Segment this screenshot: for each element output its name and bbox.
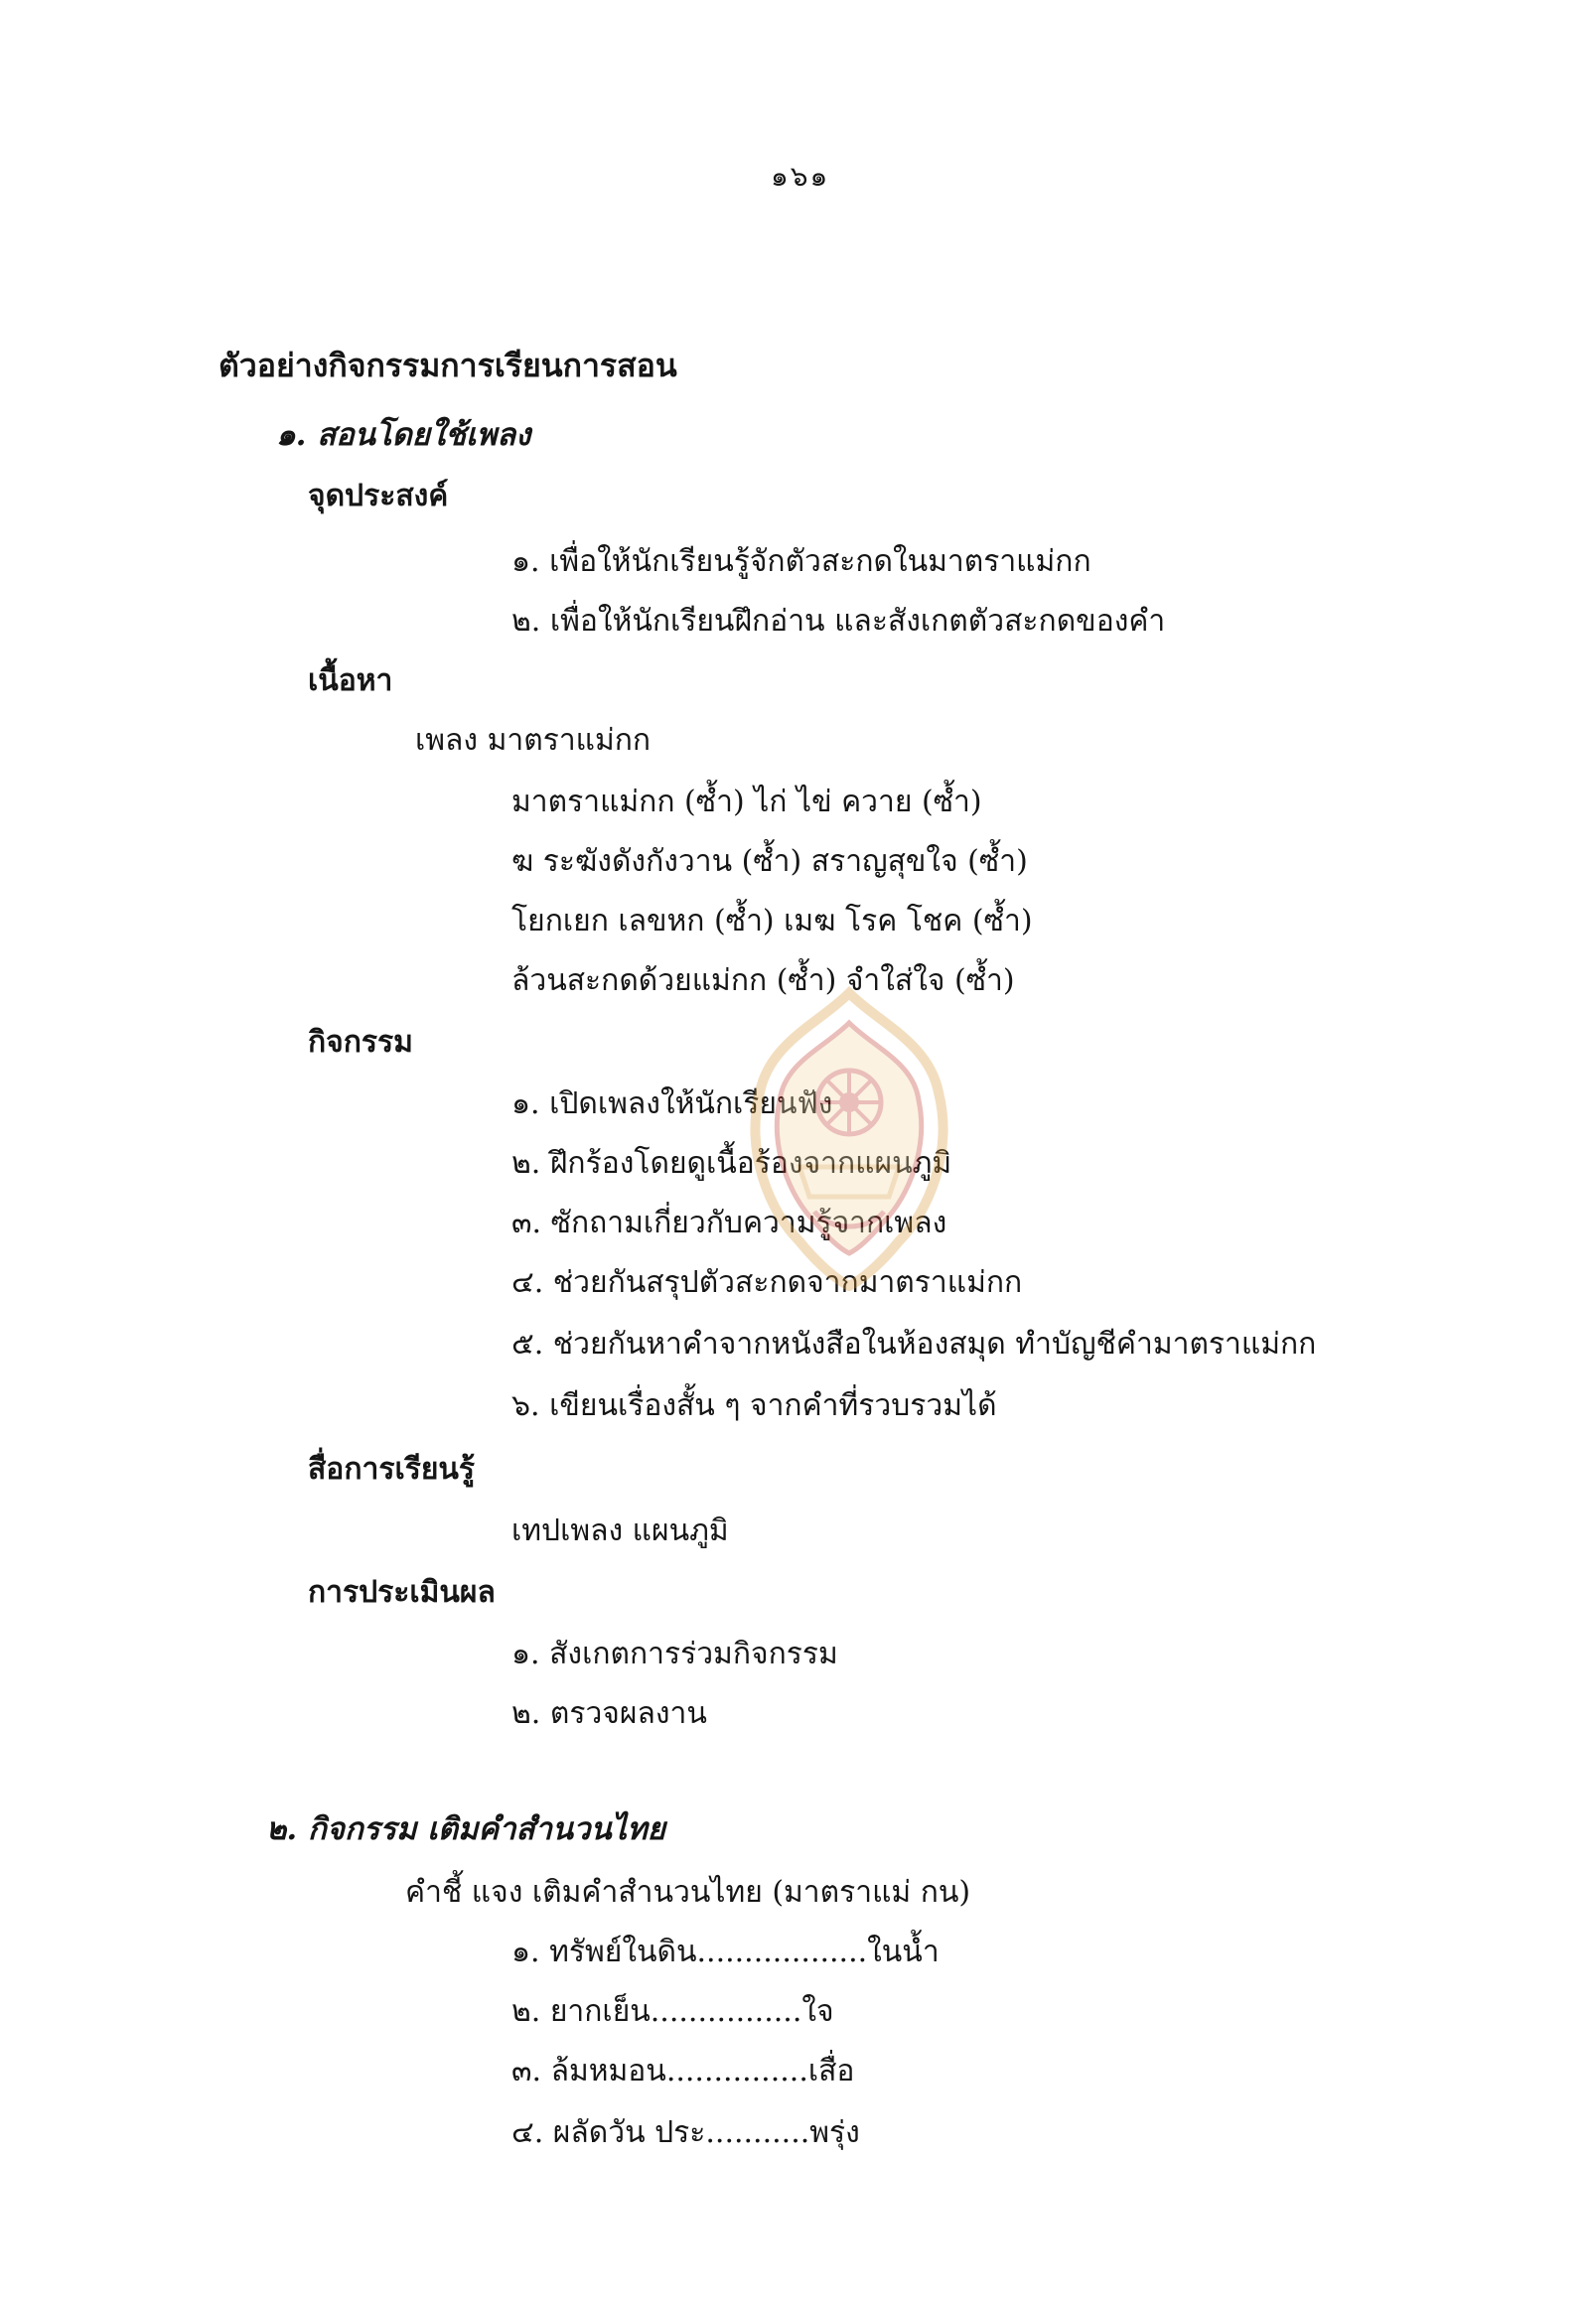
fill-item: ๔. ผลัดวัน ประ...........พรุ่ง bbox=[511, 2115, 860, 2150]
section1-heading: ๑. สอนโดยใช้เพลง bbox=[276, 417, 531, 453]
song-line: ล้วนสะกดด้วยแม่กก (ซ้ำ) จำใส่ใจ (ซ้ำ) bbox=[511, 963, 1015, 998]
evaluation-item: ๑. สังเกตการร่วมกิจกรรม bbox=[511, 1637, 838, 1671]
fill-item: ๓. ล้มหมอน...............เสื่อ bbox=[511, 2054, 855, 2088]
objective-item: ๒. เพื่อให้นักเรียนฝึกอ่าน และสังเกตตัวสะกดของคำ bbox=[511, 604, 1166, 639]
section2-heading: ๒. กิจกรรม เติมคำสำนวนไทย bbox=[266, 1811, 665, 1847]
activity-item: ๖. เขียนเรื่องสั้น ๆ จากคำที่รวบรวมได้ bbox=[511, 1388, 997, 1423]
song-line: มาตราแม่กก (ซ้ำ) ไก่ ไข่ ควาย (ซ้ำ) bbox=[511, 785, 982, 819]
activity-item: ๔. ช่วยกันสรุปตัวสะกดจากมาตราแม่กก bbox=[511, 1265, 1023, 1300]
objective-label: จุดประสงค์ bbox=[308, 479, 449, 513]
content-label: เนื้อหา bbox=[308, 663, 393, 698]
activity-item: ๒. ฝึกร้องโดยดูเนื้อร้องจากแผนภูมิ bbox=[511, 1146, 952, 1181]
song-line: โยกเยก เลขหก (ซ้ำ) เมฆ โรค โชค (ซ้ำ) bbox=[511, 904, 1033, 938]
evaluation-item: ๒. ตรวจผลงาน bbox=[511, 1696, 707, 1731]
fill-item: ๑. ทรัพย์ในดิน..................ในน้ำ bbox=[511, 1935, 940, 1969]
evaluation-label: การประเมินผล bbox=[308, 1575, 496, 1610]
page-title: ตัวอย่างกิจกรรมการเรียนการสอน bbox=[218, 347, 677, 384]
media-text: เทปเพลง แผนภูมิ bbox=[511, 1513, 729, 1548]
song-line: ฆ ระฆังดังกังวาน (ซ้ำ) สราญสุขใจ (ซ้ำ) bbox=[511, 844, 1028, 879]
activity-item: ๕. ช่วยกันหาคำจากหนังสือในห้องสมุด ทำบัญชีคำมาตราแม่กก bbox=[511, 1327, 1317, 1362]
activity-item: ๑. เปิดเพลงให้นักเรียนฟัง bbox=[511, 1086, 833, 1121]
activity-label: กิจกรรม bbox=[308, 1025, 413, 1060]
activity-item: ๓. ซักถามเกี่ยวกับความรู้จากเพลง bbox=[511, 1206, 947, 1240]
page-number: ๑๖๑ bbox=[771, 160, 830, 193]
objective-item: ๑. เพื่อให้นักเรียนรู้จักตัวสะกดในมาตราแม่กก bbox=[511, 544, 1091, 579]
instruction-text: คำชี้ แจง เติมคำสำนวนไทย (มาตราแม่ กน) bbox=[405, 1875, 971, 1910]
fill-item: ๒. ยากเย็น................ใจ bbox=[511, 1994, 834, 2029]
watermark-seal-icon bbox=[730, 983, 968, 1291]
song-title: เพลง มาตราแม่กก bbox=[415, 723, 652, 758]
media-label: สื่อการเรียนรู้ bbox=[308, 1452, 476, 1487]
